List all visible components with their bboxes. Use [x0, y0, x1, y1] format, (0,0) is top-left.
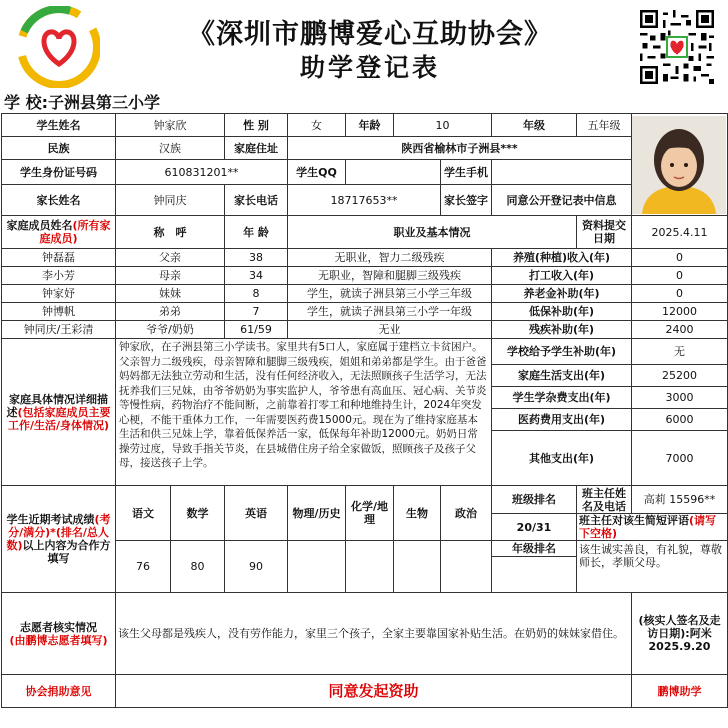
form-subtitle: 助学登记表	[299, 53, 440, 82]
student-id-value: 610831201**	[116, 160, 288, 185]
comment-label-main: 班主任对该生简短评语	[579, 514, 689, 527]
student-phone-value	[492, 160, 632, 185]
address-value: 陕西省榆林市子洲县***	[288, 137, 632, 160]
family-members-label-note: (所有家庭成员)	[39, 219, 111, 245]
member-status: 无职业，智力二级残疾	[288, 249, 492, 267]
member-name: 钟家妤	[2, 285, 116, 303]
income-value: 0	[632, 249, 728, 267]
qr-code-icon	[640, 10, 714, 84]
guardian-sign-value: 同意公开登记表中信息	[492, 185, 632, 216]
income-value: 0	[632, 285, 728, 303]
expense-label: 其他支出(年)	[492, 431, 632, 486]
exam-label	[2, 486, 116, 593]
student-name-label: 学生姓名	[2, 114, 116, 137]
family-row	[2, 267, 728, 285]
submit-date-label: 资料提交日期	[577, 216, 632, 249]
student-photo-image	[632, 116, 726, 214]
volunteer-sign	[632, 593, 728, 675]
expense-label: 学生学杂费支出(年)	[492, 387, 632, 409]
subject-header: 政治	[441, 486, 492, 541]
subject-score: 90	[225, 541, 288, 593]
teacher-value: 高莉 15596**	[632, 486, 728, 514]
member-name: 钟同庆/王彩清	[2, 321, 116, 339]
row-student	[2, 114, 728, 137]
school-line	[4, 90, 160, 113]
member-name: 钟博帆	[2, 303, 116, 321]
student-id-label: 学生身份证号码	[2, 160, 116, 185]
member-relation: 弟弟	[116, 303, 225, 321]
class-rank-value: 20/31	[492, 514, 577, 541]
ethnicity-label: 民族	[2, 137, 116, 160]
student-qq-value	[346, 160, 441, 185]
subject-score	[288, 541, 346, 593]
guardian-phone-value: 18717653**	[288, 185, 441, 216]
family-row	[2, 249, 728, 267]
grade-label: 年级	[492, 114, 577, 137]
gender-label: 性 别	[225, 114, 288, 137]
grade-rank-label: 年级排名	[492, 541, 577, 557]
member-age: 34	[225, 267, 288, 285]
member-status: 无业	[288, 321, 492, 339]
age-label: 年龄	[346, 114, 394, 137]
situation-label	[2, 339, 116, 486]
age-value: 10	[394, 114, 492, 137]
form-header	[0, 0, 728, 90]
school-name: 子洲县第三小学	[47, 93, 160, 112]
subject-header: 数学	[171, 486, 225, 541]
member-age: 61/59	[225, 321, 288, 339]
col-relation-header: 称 呼	[116, 216, 225, 249]
income-label: 养老金补助(年)	[492, 285, 632, 303]
student-name-value: 钟家欣	[116, 114, 225, 137]
volunteer-sign-label: (核实人签名及走访日期):	[638, 614, 721, 640]
member-name: 钟磊磊	[2, 249, 116, 267]
subject-score: 76	[116, 541, 171, 593]
member-status: 学生，就读子洲县第三小学一年级	[288, 303, 492, 321]
exam-label-main: 学生近期考试成绩	[6, 513, 95, 526]
subject-header: 英语	[225, 486, 288, 541]
row-volunteer	[2, 593, 728, 675]
subject-header: 生物	[394, 486, 441, 541]
row-family-header	[2, 216, 728, 249]
submit-date-value: 2025.4.11	[632, 216, 728, 249]
volunteer-sign-value: 阿米 2025.9.20	[648, 627, 712, 653]
situation-label-main: 家庭具体情况详细描述	[6, 392, 108, 419]
exam-label-partner: 以上内容为合作方填写	[22, 539, 111, 565]
comment-label-note: (请写下空格)	[579, 514, 717, 540]
subject-header: 语文	[116, 486, 171, 541]
grade-value: 五年级	[577, 114, 632, 137]
student-photo	[632, 114, 728, 216]
organization-name: 鹏博助学	[632, 675, 728, 708]
expense-value: 6000	[632, 409, 728, 431]
expense-label: 家庭生活支出(年)	[492, 365, 632, 387]
member-status: 无职业，智障和腿脚三级残疾	[288, 267, 492, 285]
expense-label: 医药费用支出(年)	[492, 409, 632, 431]
row-footer	[2, 675, 728, 708]
volunteer-label	[2, 593, 116, 675]
heart-logo-icon	[18, 6, 100, 88]
family-members-label-main: 家庭成员姓名	[6, 219, 73, 232]
member-age: 7	[225, 303, 288, 321]
income-value: 2400	[632, 321, 728, 339]
member-age: 38	[225, 249, 288, 267]
class-rank-label: 班级排名	[492, 486, 577, 514]
col-age-header: 年 龄	[225, 216, 288, 249]
exam-label-note: (考分/满分)*(排名/总人数)	[6, 513, 111, 552]
expense-value: 25200	[632, 365, 728, 387]
student-phone-label: 学生手机	[441, 160, 492, 185]
family-row	[2, 285, 728, 303]
school-label: 学 校:	[4, 93, 48, 112]
member-age: 8	[225, 285, 288, 303]
guardian-name-label: 家长姓名	[2, 185, 116, 216]
income-label: 养殖(种植)收入(年)	[492, 249, 632, 267]
volunteer-label-note: (由鹏博志愿者填写)	[9, 633, 108, 647]
gender-value: 女	[288, 114, 346, 137]
subject-score: 80	[171, 541, 225, 593]
row-id	[2, 160, 728, 185]
volunteer-label-main: 志愿者核实情况	[20, 620, 97, 634]
situation-label-note: (包括家庭成员主要工作/生活/身体情况)	[7, 405, 111, 432]
income-label: 残疾补助(年)	[492, 321, 632, 339]
expense-value: 3000	[632, 387, 728, 409]
row-guardian	[2, 185, 728, 216]
comment-label	[577, 514, 728, 541]
grade-rank-value	[492, 557, 577, 593]
family-members-label	[2, 216, 116, 249]
situation-description: 钟家欣，在子洲县第三小学读书。家里共有5口人，家庭属于建档立卡贫困户。父亲智力二级残疾，母亲智障和腿脚三级残疾，姐姐和弟弟都是学生。由于爸爸妈妈都无法独立劳动和生活，没有任何经济收入，无法照顾孩子生活学习，无法抚养我们三兄妹，由爷爷奶奶为事实监护人，爷爷患有高血压、冠心病、关节炎等慢性病，药物治疗不能间断，之前靠着打零工和种地维持生计，2024年突发心梗，不能干重体力工作，一年需要医药费15000元。现在为了维持家庭基本生活和供三兄妹上学，靠着低保养活一家，低保每年补助12000元。奶奶日常操劳过度，导致手指关节炎，在县城借住房子给全家做饭，照顾孩子及孩子父母，接送孩子上学。	[116, 339, 492, 486]
subject-header: 物理/历史	[288, 486, 346, 541]
address-label: 家庭住址	[225, 137, 288, 160]
volunteer-text: 该生父母都是残疾人，没有劳作能力，家里三个孩子，全家主要靠国家补贴生活。在奶奶的妹妹家借住。	[116, 593, 632, 675]
member-name: 李小芳	[2, 267, 116, 285]
row-ethnicity	[2, 137, 728, 160]
expense-value: 7000	[632, 431, 728, 486]
form-title: 《深圳市鹏博爱心互助协会》	[188, 19, 552, 50]
teacher-label: 班主任姓名及电话	[577, 486, 632, 514]
registration-table	[1, 113, 728, 708]
guardian-sign-label: 家长签字	[441, 185, 492, 216]
row-situation	[2, 339, 728, 365]
col-status-header: 职业及基本情况	[288, 216, 577, 249]
student-qq-label: 学生QQ	[288, 160, 346, 185]
subject-header: 化学/地理	[346, 486, 394, 541]
member-status: 学生，就读子洲县第三小学三年级	[288, 285, 492, 303]
family-row	[2, 303, 728, 321]
subject-score	[441, 541, 492, 593]
income-label: 低保补助(年)	[492, 303, 632, 321]
guardian-name-value: 钟同庆	[116, 185, 225, 216]
family-row	[2, 321, 728, 339]
member-relation: 母亲	[116, 267, 225, 285]
ethnicity-value: 汉族	[116, 137, 225, 160]
guardian-phone-label: 家长电话	[225, 185, 288, 216]
member-relation: 父亲	[116, 249, 225, 267]
income-value: 0	[632, 267, 728, 285]
donation-opinion-label: 协会捐助意见	[2, 675, 116, 708]
expense-label: 学校给予学生补助(年)	[492, 339, 632, 365]
donation-opinion: 同意发起资助	[116, 675, 632, 708]
subject-score	[346, 541, 394, 593]
income-label: 打工收入(年)	[492, 267, 632, 285]
income-value: 12000	[632, 303, 728, 321]
row-exam-subjects	[2, 486, 728, 514]
expense-value: 无	[632, 339, 728, 365]
subject-score	[394, 541, 441, 593]
member-relation: 妹妹	[116, 285, 225, 303]
member-relation: 爷爷/奶奶	[116, 321, 225, 339]
teacher-comment: 该生诚实善良，有礼貌，尊敬师长，孝顺父母。	[577, 541, 728, 593]
